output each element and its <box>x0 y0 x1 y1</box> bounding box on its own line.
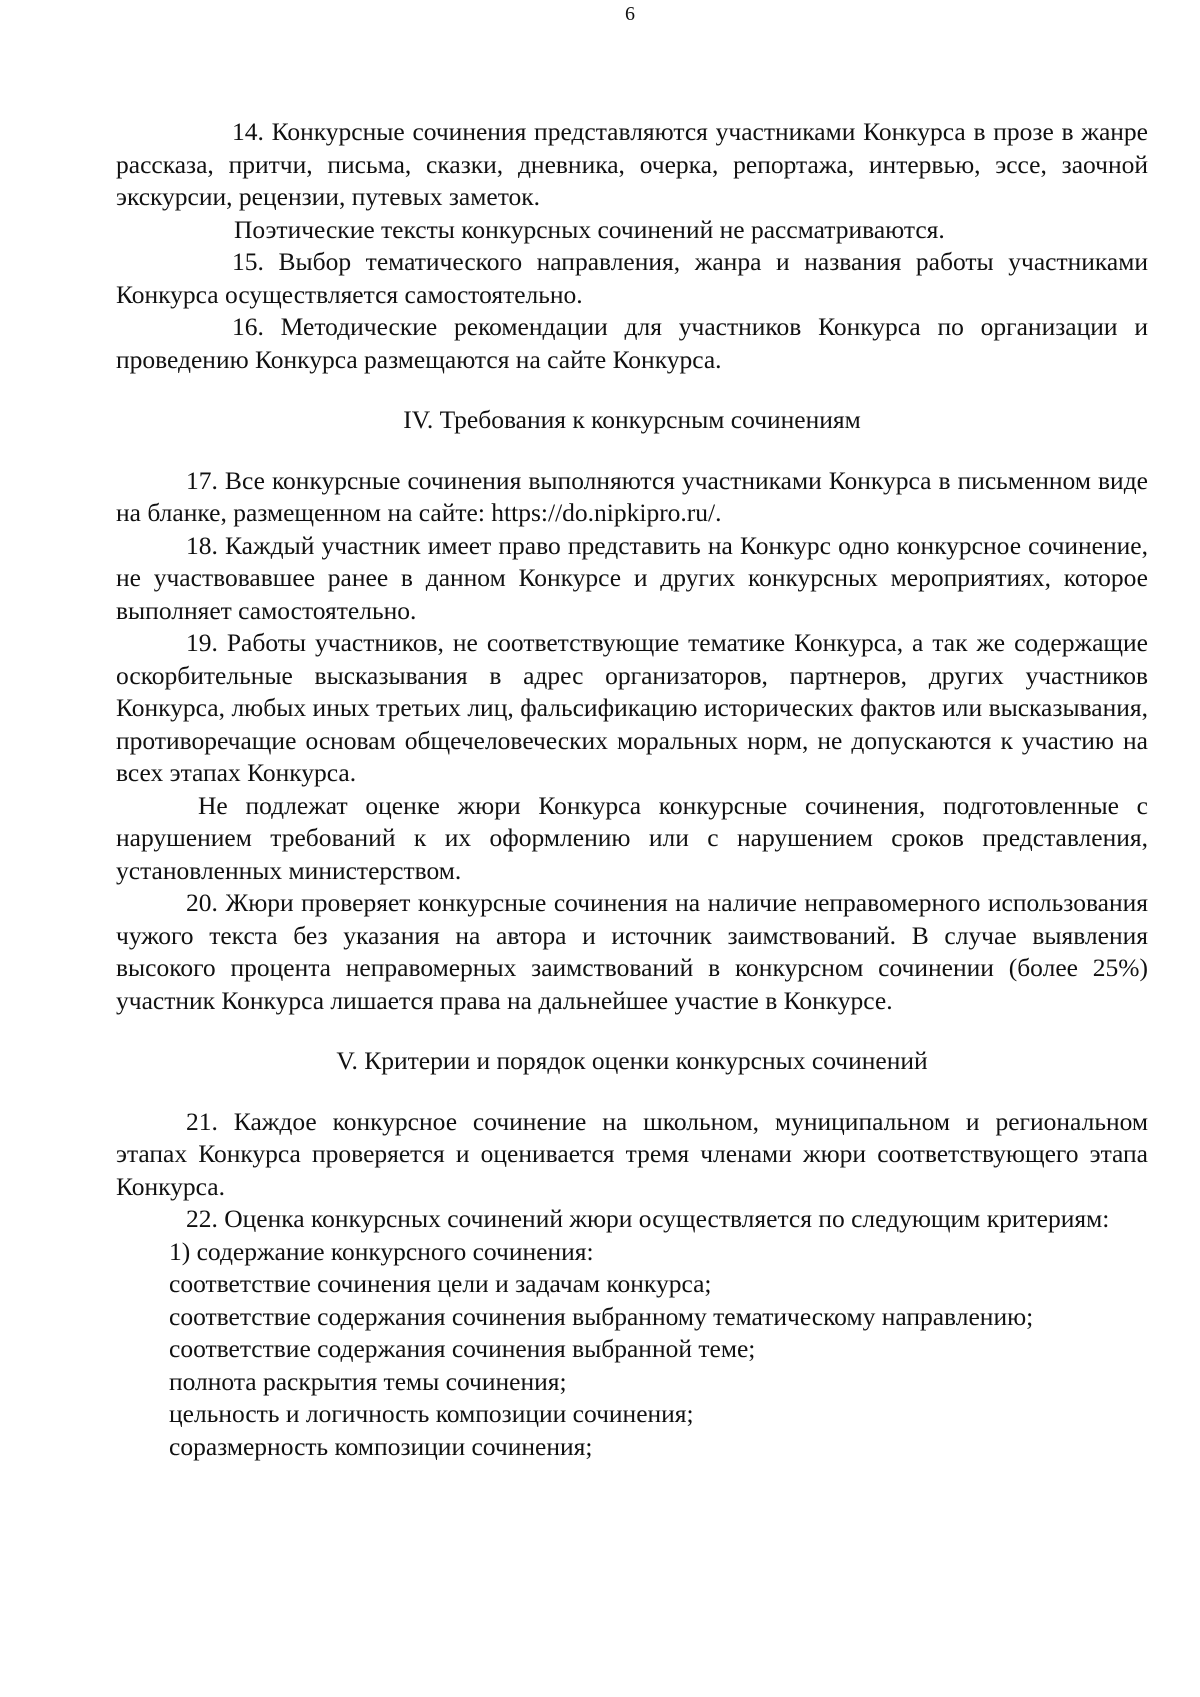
paragraph-20: 20. Жюри проверяет конкурсные сочинения на наличие неправомерного использования чужого текста без указания на автора и источник заимствований. В случае выявления высокого процента неправомерных заимствований в конкурсном сочинении (более 25%) участник Конкурса лишается права на дальнейшее участие в Конкурсе. <box>116 888 1148 1015</box>
criteria-item: цельность и логичность композиции сочинения; <box>169 1399 694 1428</box>
paragraph-22: 22. Оценка конкурсных сочинений жюри осуществляется по следующим критериям: <box>186 1204 1110 1233</box>
criteria-item: соответствие содержания сочинения выбранной теме; <box>169 1334 756 1363</box>
section-v-heading: V. Критерии и порядок оценки конкурсных сочинений <box>336 1046 928 1075</box>
criteria-item: соразмерность композиции сочинения; <box>169 1431 593 1461</box>
paragraph-16: 16. Методические рекомендации для участников Конкурса по организации и проведению Конкурса размещаются на сайте Конкурса. <box>116 312 1148 374</box>
paragraph-14: 14. Конкурсные сочинения представляются участниками Конкурса в прозе в жанре рассказа, притчи, письма, сказки, дневника, очерка, репортажа, интервью, эссе, заочной экскурсии, рецензии, путевых заметок. <box>116 117 1148 211</box>
paragraph-18: 18. Каждый участник имеет право представить на Конкурс одно конкурсное сочинение, не участвовавшее ранее в данном Конкурсе и других конкурсных мероприятиях, которое выполняет самостоятельно. <box>116 530 1148 625</box>
spacer <box>116 1078 1148 1106</box>
spacer <box>116 376 1148 404</box>
paragraph-not-evaluated: Не подлежат оценке жюри Конкурса конкурсные сочинения, подготовленные с нарушением требований к их оформлению или с нарушением сроков представления, установленных министерством. <box>116 790 1148 885</box>
spacer <box>116 437 1148 465</box>
criteria-list <box>116 1236 1148 1464</box>
criteria-item: полнота раскрытия темы сочинения; <box>169 1366 567 1396</box>
section-iv-heading: IV. Требования к конкурсным сочинениям <box>403 405 861 434</box>
criteria-item: 1) содержание конкурсного сочинения: <box>169 1236 594 1266</box>
paragraph-17: 17. Все конкурсные сочинения выполняются участниками Конкурса в письменном виде на бланке, размещенном на сайте: https://do.nipkipro.ru/. <box>116 465 1148 527</box>
page-number: 6 <box>625 3 635 25</box>
criteria-item: соответствие сочинения цели и задачам конкурса; <box>169 1269 712 1298</box>
paragraph-15: 15. Выбор тематического направления, жанра и названия работы участниками Конкурса осуществляется самостоятельно. <box>116 247 1148 309</box>
criteria-item: соответствие содержания сочинения выбранному тематическому направлению; <box>169 1301 1034 1331</box>
paragraph-poetic-texts: Поэтические тексты конкурсных сочинений не рассматриваются. <box>234 214 945 244</box>
paragraph-21: 21. Каждое конкурсное сочинение на школьном, муниципальном и региональном этапах Конкурса проверяется и оценивается тремя членами жюри соответствующего этапа Конкурса. <box>116 1106 1148 1201</box>
paragraph-19: 19. Работы участников, не соответствующие тематике Конкурса, а так же содержащие оскорбительные высказывания в адрес организаторов, партнеров, других участников Конкурса, любых иных третьих лиц, фальсификацию исторических фактов или высказывания, противоречащие основам общечеловеческих моральных норм, не допускаются к участию на всех этапах Конкурса. <box>116 628 1148 787</box>
spacer <box>116 1017 1148 1045</box>
document-body <box>116 116 1148 1463</box>
